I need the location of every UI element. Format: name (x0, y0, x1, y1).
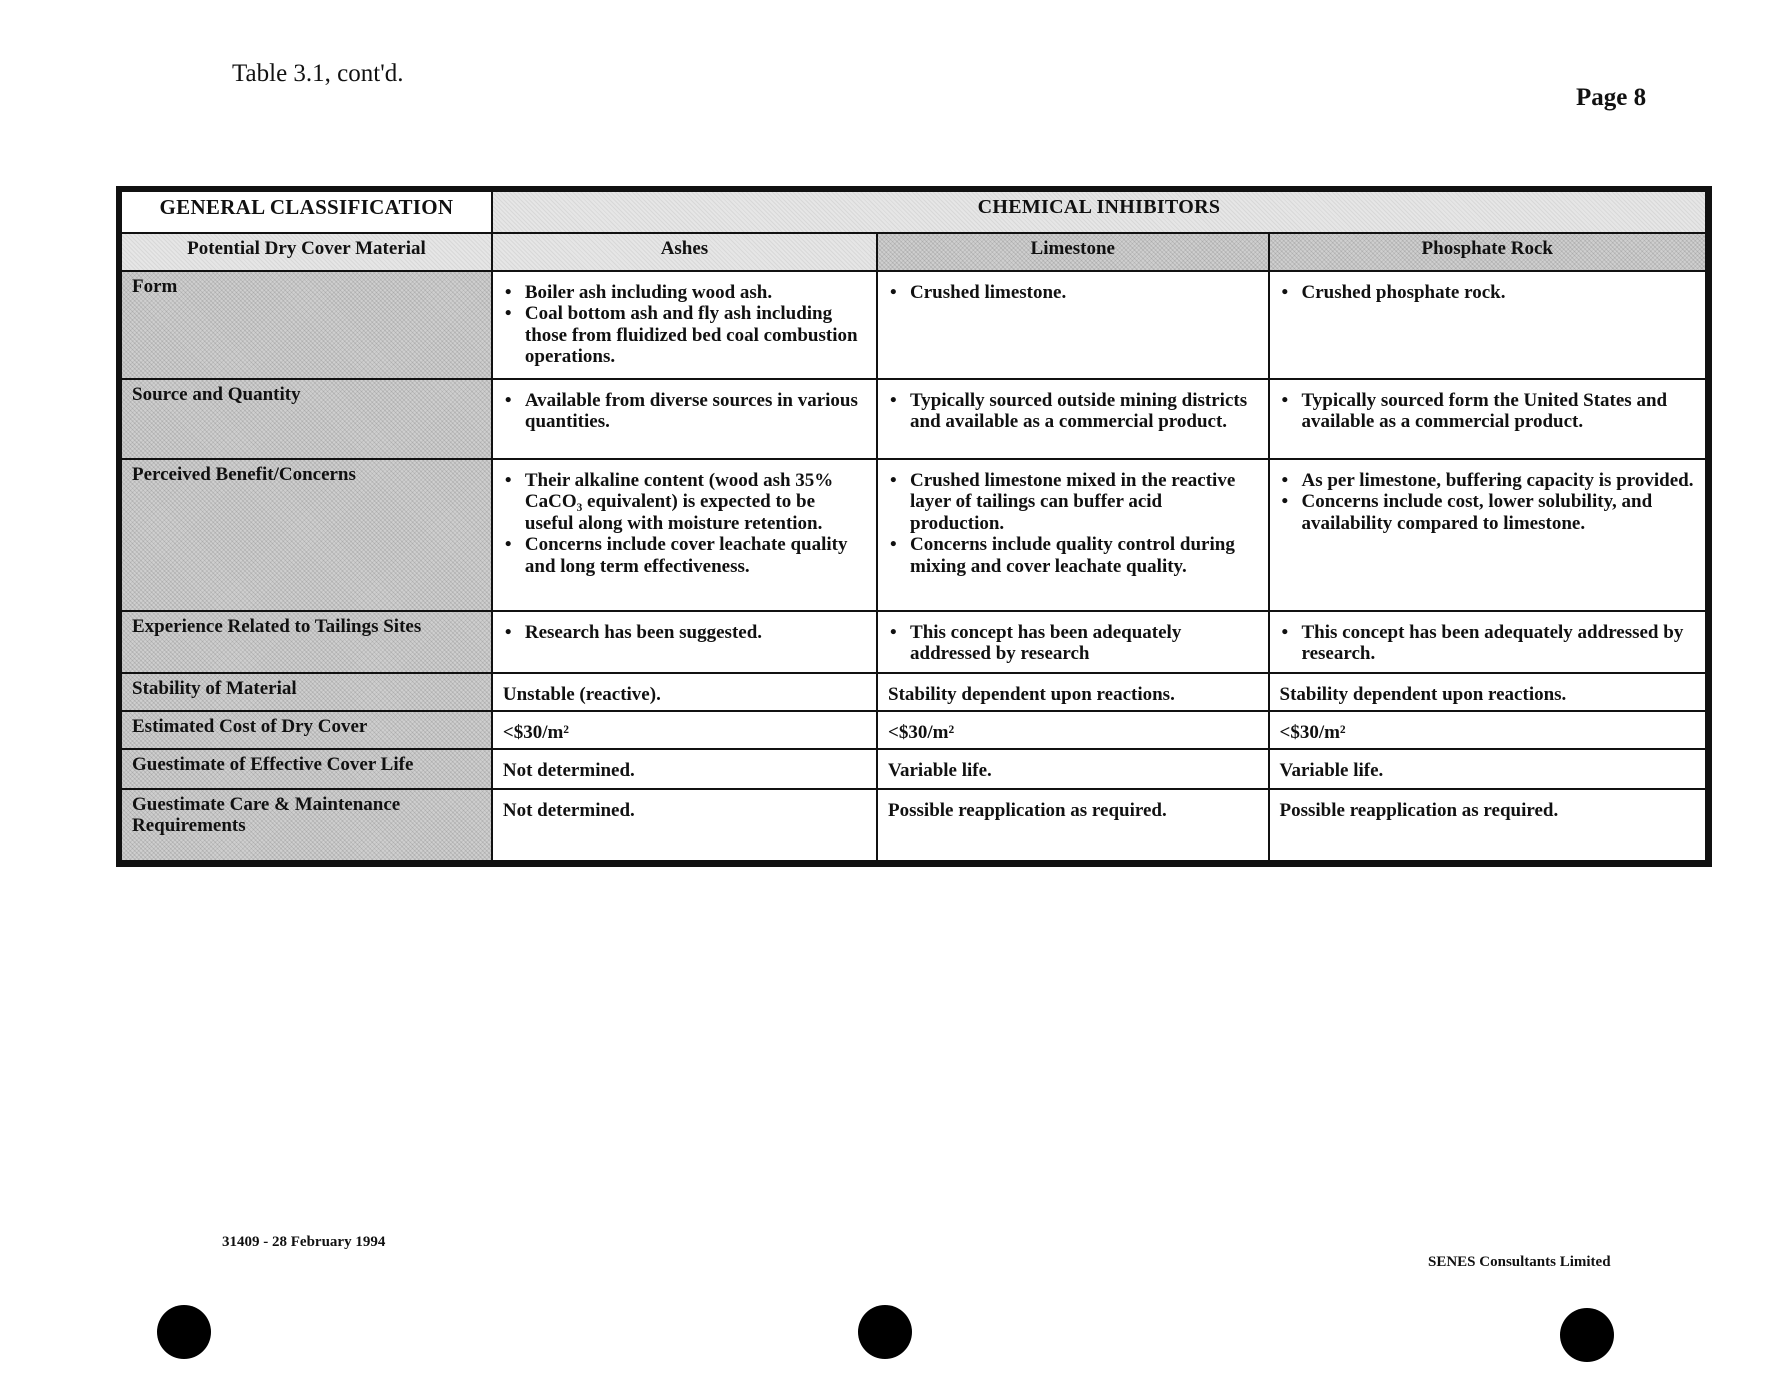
document-date-footer: 31409 - 28 February 1994 (222, 1234, 386, 1250)
row-header-label: Potential Dry Cover Material (121, 233, 492, 271)
bullet-item: • Research has been suggested. (525, 622, 866, 643)
column-header-ashes: Ashes (492, 233, 877, 271)
cell-form-phosphate (1269, 271, 1707, 379)
binder-hole-right (1560, 1308, 1614, 1362)
cell-text: Possible reapplication as required. (1279, 800, 1559, 821)
row-label-benefit-concerns: Perceived Benefit/Concerns (121, 459, 492, 611)
bullet-item: • Coal bottom ash and fly ash including those from fluidized bed coal combustion operations. (525, 303, 866, 367)
bullet-item: • Concerns include quality control during mixing and cover leachate quality. (910, 534, 1257, 577)
row-label-experience: Experience Related to Tailings Sites (121, 611, 492, 673)
cell-text: <$30/m² (1279, 722, 1346, 743)
cell-text: Variable life. (1279, 760, 1384, 781)
cell-care-limestone (877, 789, 1268, 861)
cell-text: <$30/m² (502, 722, 570, 743)
cell-text: Not determined. (502, 760, 635, 781)
table-row (121, 749, 1706, 789)
cell-text: <$30/m² (888, 722, 955, 743)
cell-text: Stability dependent upon reactions. (1279, 684, 1567, 705)
classification-table-frame (116, 186, 1712, 867)
bullet-item: • Crushed limestone mixed in the reactive layer of tailings can buffer acid production. (910, 470, 1257, 534)
cell-stability-ashes (492, 673, 877, 711)
cell-benefit-limestone (877, 459, 1268, 611)
cell-care-phosphate (1269, 789, 1707, 861)
classification-table (120, 190, 1707, 862)
bullet-item: • Typically sourced form the United States and available as a commercial product. (1302, 390, 1696, 433)
company-footer: SENES Consultants Limited (1428, 1254, 1611, 1270)
table-row (121, 271, 1706, 379)
table-row (121, 789, 1706, 861)
table-row (121, 673, 1706, 711)
cell-benefit-phosphate (1269, 459, 1707, 611)
cell-text: Possible reapplication as required. (888, 800, 1167, 821)
bullet-item: • Concerns include cost, lower solubility, and availability compared to limestone. (1302, 491, 1696, 534)
binder-hole-left (157, 1305, 211, 1359)
general-classification-header: GENERAL CLASSIFICATION (121, 191, 492, 233)
bullet-item: • Typically sourced outside mining districts and available as a commercial product. (910, 390, 1257, 433)
bullet-item: • This concept has been adequately addressed by research. (1302, 622, 1696, 665)
cell-stability-limestone (877, 673, 1268, 711)
bullet-item: • Their alkaline content (wood ash 35% CaCO₃ equivalent) is expected to be useful along with moisture retention. (525, 470, 866, 534)
table-row (121, 459, 1706, 611)
cell-text: Unstable (reactive). (502, 684, 661, 705)
cell-text: Not determined. (502, 800, 635, 821)
row-label-form: Form (121, 271, 492, 379)
cell-care-ashes (492, 789, 877, 861)
bullet-item: • Concerns include cover leachate quality and long term effectiveness. (525, 534, 866, 577)
row-label-stability: Stability of Material (121, 673, 492, 711)
cell-form-limestone (877, 271, 1268, 379)
table-row (121, 611, 1706, 673)
cell-experience-phosphate (1269, 611, 1707, 673)
row-label-cost: Estimated Cost of Dry Cover (121, 711, 492, 749)
table-caption: Table 3.1, cont'd. (232, 60, 404, 87)
cell-source-phosphate (1269, 379, 1707, 459)
bullet-item: • Crushed limestone. (910, 282, 1257, 303)
bullet-item: • This concept has been adequately addressed by research (910, 622, 1257, 665)
table-row (121, 711, 1706, 749)
binder-hole-center (858, 1305, 912, 1359)
chemical-inhibitors-header: CHEMICAL INHIBITORS (492, 191, 1706, 233)
bullet-item: • Boiler ash including wood ash. (525, 282, 866, 303)
cell-source-limestone (877, 379, 1268, 459)
cell-form-ashes (492, 271, 877, 379)
cell-text: Stability dependent upon reactions. (888, 684, 1175, 705)
cell-life-limestone (877, 749, 1268, 789)
row-label-cover-life: Guestimate of Effective Cover Life (121, 749, 492, 789)
cell-benefit-ashes (492, 459, 877, 611)
cell-life-phosphate (1269, 749, 1707, 789)
bullet-item: • Available from diverse sources in various quantities. (525, 390, 866, 433)
page-number: Page 8 (1576, 84, 1647, 111)
row-label-care-maintenance: Guestimate Care & Maintenance Requirements (121, 789, 492, 861)
cell-cost-phosphate (1269, 711, 1707, 749)
bullet-item: • As per limestone, buffering capacity is provided. (1302, 470, 1696, 491)
cell-cost-limestone (877, 711, 1268, 749)
row-label-source-quantity: Source and Quantity (121, 379, 492, 459)
column-header-phosphate-rock: Phosphate Rock (1269, 233, 1707, 271)
cell-text: Variable life. (888, 760, 992, 781)
cell-source-ashes (492, 379, 877, 459)
cell-experience-ashes (492, 611, 877, 673)
column-header-limestone: Limestone (877, 233, 1268, 271)
cell-experience-limestone (877, 611, 1268, 673)
cell-stability-phosphate (1269, 673, 1707, 711)
table-row (121, 379, 1706, 459)
bullet-item: • Crushed phosphate rock. (1302, 282, 1696, 303)
cell-life-ashes (492, 749, 877, 789)
cell-cost-ashes (492, 711, 877, 749)
